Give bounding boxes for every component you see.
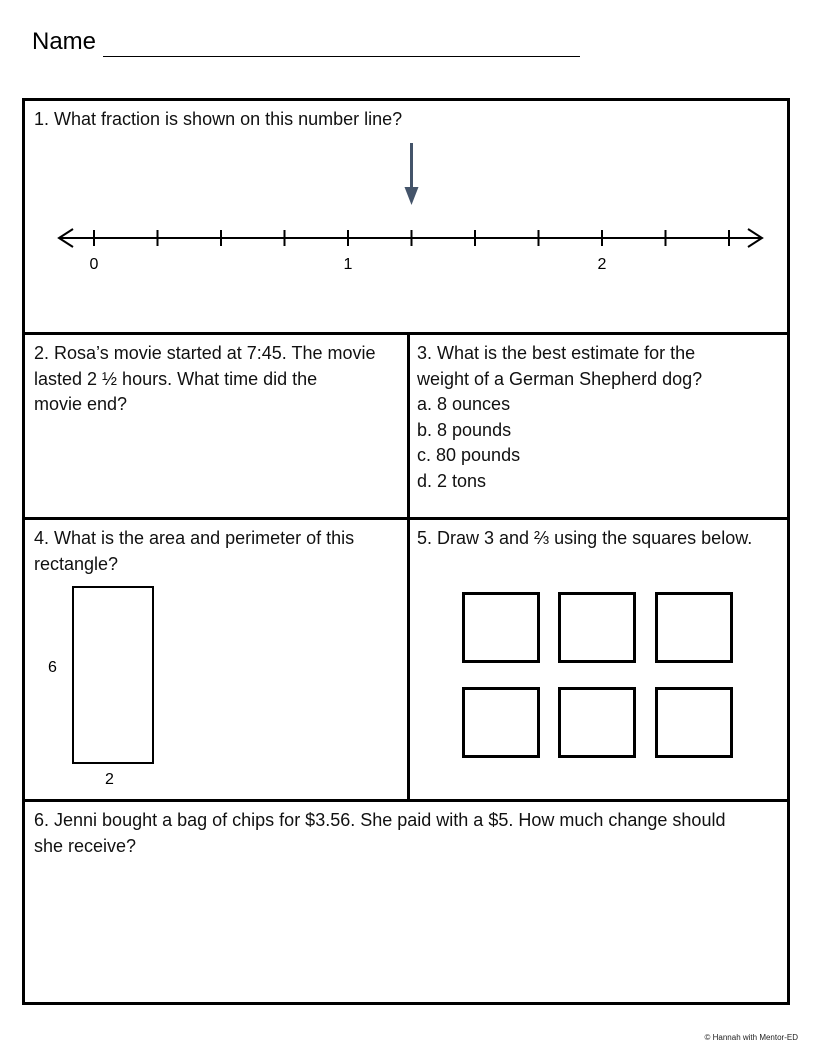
- rectangle-width-label: 2: [105, 771, 114, 788]
- question-4-line-1: 4. What is the area and perimeter of this: [34, 528, 355, 548]
- name-field: [32, 26, 96, 58]
- option-b: b. 8 pounds: [417, 419, 512, 440]
- drawing-square-5[interactable]: [558, 687, 636, 758]
- option-d: d. 2 tons: [417, 470, 487, 491]
- question-3-line-2: weight of a German Shepherd dog?: [417, 368, 703, 389]
- drawing-square-4[interactable]: [462, 687, 540, 758]
- number-line-label-2: 2: [597, 256, 607, 273]
- question-6: [34, 808, 784, 859]
- question-5: [417, 526, 785, 552]
- option-c: c. 80 pounds: [417, 445, 521, 465]
- question-2-line-2: lasted 2 ½ hours. What time did the: [34, 368, 318, 389]
- rectangle-height-label: 6: [48, 659, 57, 676]
- question-2: [34, 341, 404, 418]
- number-line-label-1: 1: [343, 256, 353, 273]
- question-6-line-2: she receive?: [34, 835, 137, 856]
- question-4: [34, 526, 404, 577]
- grid-divider-1: [25, 332, 787, 335]
- question-2-line-1: 2. Rosa’s movie started at 7:45. The movie: [34, 343, 376, 363]
- option-a: a. 8 ounces: [417, 394, 511, 414]
- drawing-square-1[interactable]: [462, 592, 540, 663]
- number-line-label-0: 0: [89, 256, 99, 273]
- grid-divider-vertical: [407, 334, 410, 801]
- name-blank-line[interactable]: [103, 56, 580, 57]
- number-line: [25, 101, 787, 331]
- question-4-line-2: rectangle?: [34, 553, 119, 574]
- grid-divider-3: [25, 799, 787, 802]
- drawing-square-6[interactable]: [655, 687, 733, 758]
- indicator-arrow-icon: [405, 187, 419, 205]
- question-3-line-1: 3. What is the best estimate for the: [417, 343, 696, 363]
- rectangle-figure: [72, 586, 154, 764]
- question-3: [417, 341, 782, 494]
- question-5-prompt: 5. Draw 3 and ⅔ using the squares below.: [417, 528, 753, 548]
- worksheet-grid: [22, 98, 790, 1005]
- grid-divider-2: [25, 517, 787, 520]
- drawing-square-2[interactable]: [558, 592, 636, 663]
- footer-credit: © Hannah with Mentor-ED: [704, 1033, 798, 1042]
- name-label: Name: [32, 28, 97, 55]
- drawing-square-3[interactable]: [655, 592, 733, 663]
- question-6-line-1: 6. Jenni bought a bag of chips for $3.56. She paid with a $5. How much change should: [34, 810, 726, 830]
- question-2-line-3: movie end?: [34, 394, 128, 414]
- question-1-prompt: 1. What fraction is shown on this number line?: [34, 109, 403, 129]
